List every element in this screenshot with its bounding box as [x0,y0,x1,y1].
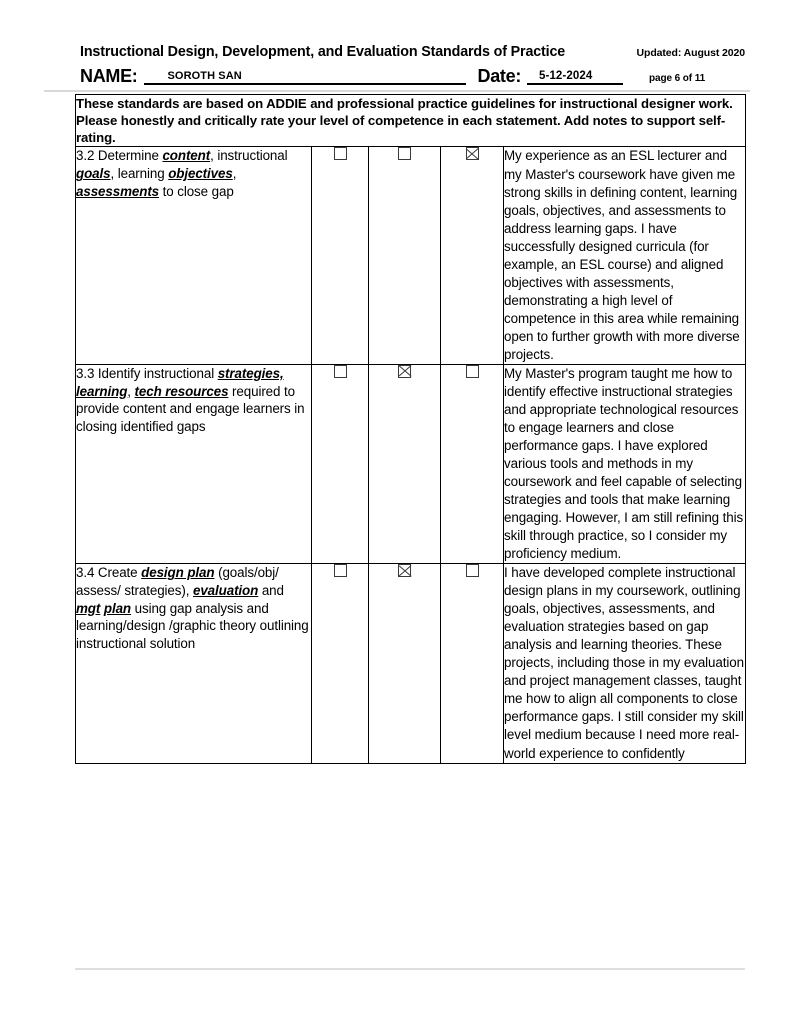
checkbox-icon[interactable] [398,365,411,378]
date-value: 5-12-2024 [539,70,593,82]
rating-cell-medium[interactable] [369,147,441,364]
rating-cell-low[interactable] [312,147,369,364]
page-indicator: page 6 of 11 [649,73,706,84]
table-row [76,564,746,763]
checkbox-icon[interactable] [398,147,411,160]
rating-cell-medium[interactable] [369,564,441,763]
table-intro-row [76,95,746,147]
table-row [76,147,746,364]
standards-table-body [76,95,746,764]
notes-text: My experience as an ESL lecturer and my Master's coursework have given me strong skills in defining content, learning goals, objectives, and assessments to address learning gaps. I have successfully designed curricula (for example, an ESL course) and aligned objectives with assessments, demonstrating a high level of competence in this area while remaining open to further growth with more diverse projects. [504,148,740,362]
checkbox-icon[interactable] [334,147,347,160]
checkbox-icon[interactable] [466,147,479,160]
intro-cell [76,95,746,147]
statement-text: 3.4 Create design plan (goals/obj/ assess/ strategies), evaluation and mgt plan using gap analysis and learning/design /graphic theory outlining instructional solution [76,565,309,651]
statement-text: 3.2 Determine content, instructional goals, learning objectives, assessments to close gap [76,148,288,199]
header-identity-row [80,64,745,85]
rating-cell-high[interactable] [441,147,504,364]
updated-label: Updated: August 2020 [636,47,745,59]
statement-cell [76,564,312,763]
date-label: Date: [477,66,522,86]
checkbox-icon[interactable] [466,564,479,577]
statement-cell [76,364,312,563]
statement-cell [76,147,312,364]
standards-table [75,94,746,764]
notes-cell[interactable] [504,564,746,763]
name-value: SOROTH SAN [167,70,242,82]
checkbox-icon[interactable] [334,564,347,577]
rating-cell-high[interactable] [441,564,504,763]
notes-cell[interactable] [504,364,746,563]
name-field[interactable] [144,64,466,85]
notes-cell[interactable] [504,147,746,364]
date-field[interactable] [527,64,623,85]
intro-text: These standards are based on ADDIE and professional practice guidelines for instructional designer work. Please honestly and critically rate your level of competence in each statement. Add notes to support self-rating. [76,96,733,146]
notes-text: My Master's program taught me how to identify effective instructional strategies and appropriate technological resources to engage learners and close performance gaps. I have explored various tools and methods in my coursework and feel capable of selecting strategies and tools that make learning engaging. However, I am still refining this skill through practice, so I consider my proficiency medium. [504,365,744,562]
header-title-row [80,44,745,60]
document-header [80,44,745,85]
notes-text: I have developed complete instructional design plans in my coursework, outlining goals, objectives, assessments, and evaluation strategies based on gap analysis and learning theories. These projects, including those in my evaluation and project management classes, taught me how to align all components to close performance gaps. I still consider my skill level medium because I need more real-world experience to confidently [504,565,744,761]
header-separator [44,90,750,92]
checkbox-icon[interactable] [334,365,347,378]
rating-cell-low[interactable] [312,364,369,563]
checkbox-icon[interactable] [466,365,479,378]
page-title: Instructional Design, Development, and Evaluation Standards of Practice [80,44,566,60]
footer-separator [75,968,745,970]
rating-cell-high[interactable] [441,364,504,563]
table-row [76,364,746,563]
rating-cell-low[interactable] [312,564,369,763]
rating-cell-medium[interactable] [369,364,441,563]
statement-text: 3.3 Identify instructional strategies, learning, tech resources required to provide content and engage learners in closing identified gaps [76,365,305,434]
checkbox-icon[interactable] [398,564,411,577]
name-label: NAME: [80,66,138,86]
